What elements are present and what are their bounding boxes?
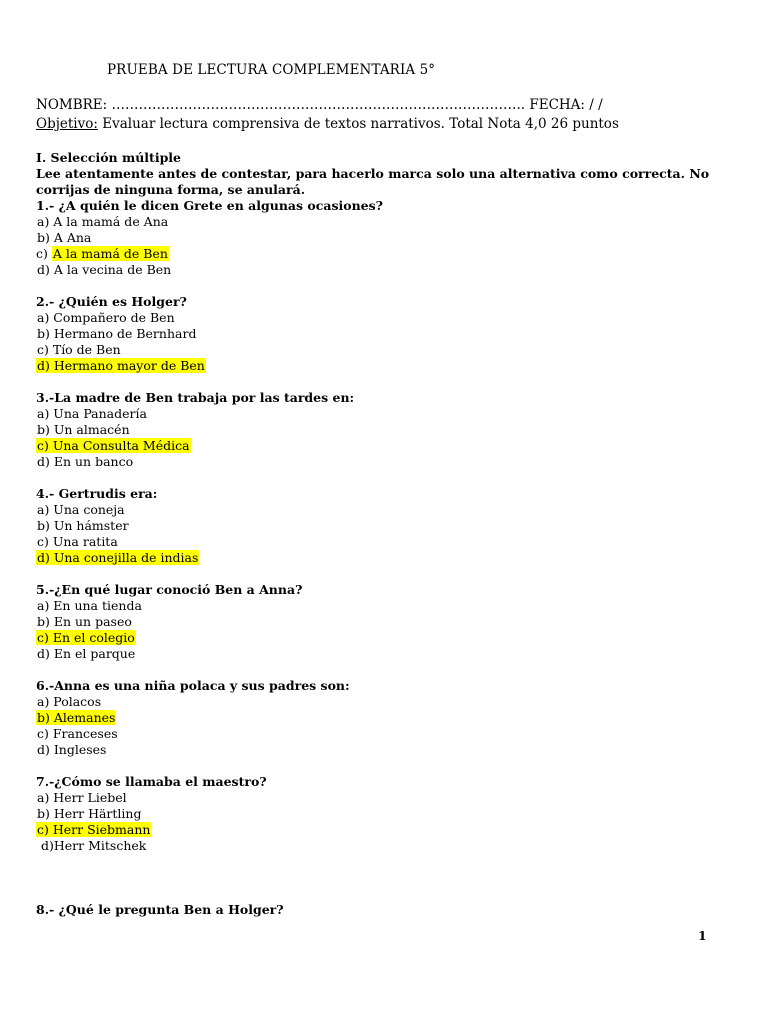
answer-option <box>36 694 726 710</box>
option-text: a) Compañero de Ben <box>37 310 175 325</box>
answer-option <box>36 726 726 742</box>
option-text: d) En un banco <box>37 454 134 469</box>
question-8 <box>36 902 726 918</box>
question-6 <box>36 678 726 758</box>
objective-line <box>36 116 619 132</box>
option-text: d)Herr Mitschek <box>41 838 147 853</box>
question-7 <box>36 774 726 854</box>
answer-option <box>36 214 726 230</box>
option-text: c) Una Consulta Médica <box>37 438 190 453</box>
option-text: a) A la mamá de Ana <box>37 214 169 229</box>
answer-option <box>36 790 726 806</box>
question-title: 6.-Anna es una niña polaca y sus padres son: <box>36 678 350 693</box>
option-prefix: c) <box>36 246 52 261</box>
objective-label: Objetivo: <box>36 116 98 132</box>
answer-option <box>36 230 726 246</box>
answer-option-highlighted <box>36 630 726 646</box>
option-text: d) Hermano mayor de Ben <box>37 358 205 373</box>
answer-option-highlighted <box>36 550 726 566</box>
page-number: 1 <box>698 928 707 943</box>
option-text: b) Alemanes <box>37 710 116 725</box>
option-text: c) Una ratita <box>37 534 118 549</box>
section-title: I. Selección múltiple <box>36 150 182 165</box>
option-text: d) A la vecina de Ben <box>37 262 172 277</box>
answer-option <box>36 646 726 662</box>
answer-option-highlighted <box>36 710 726 726</box>
option-text: b) Un hámster <box>37 518 129 533</box>
answer-option-highlighted <box>36 358 726 374</box>
answer-option <box>36 422 726 438</box>
test-content <box>36 150 726 918</box>
option-text: a) En una tienda <box>37 598 142 613</box>
answer-option <box>36 614 726 630</box>
answer-option <box>36 502 726 518</box>
answer-option <box>36 806 726 822</box>
answer-option-highlighted <box>36 246 726 262</box>
question-2 <box>36 294 726 374</box>
option-text: A la mamá de Ben <box>52 246 168 261</box>
option-text: b) Herr Härtling <box>37 806 142 821</box>
option-text: c) Franceses <box>37 726 118 741</box>
answer-option <box>36 518 726 534</box>
answer-option <box>36 534 726 550</box>
answer-option-highlighted <box>36 822 726 838</box>
question-title: 7.-¿Cómo se llamaba el maestro? <box>36 774 267 789</box>
question-5 <box>36 582 726 662</box>
answer-option <box>36 406 726 422</box>
answer-option <box>36 342 726 358</box>
question-4 <box>36 486 726 566</box>
option-text: b) Un almacén <box>37 422 130 437</box>
question-title: 8.- ¿Qué le pregunta Ben a Holger? <box>36 902 284 917</box>
instructions: Lee atentamente antes de contestar, para hacerlo marca solo una alternativa como correcta. No corrijas de ninguna forma, se anulará. <box>36 166 710 197</box>
question-title: 4.- Gertrudis era: <box>36 486 158 501</box>
questions-list <box>36 198 726 918</box>
option-text: a) Una coneja <box>37 502 125 517</box>
option-text: a) Una Panadería <box>37 406 147 421</box>
answer-option <box>36 454 726 470</box>
option-text: d) En el parque <box>37 646 136 661</box>
answer-option <box>36 742 726 758</box>
answer-option <box>36 310 726 326</box>
answer-option <box>36 262 726 278</box>
option-text: a) Polacos <box>37 694 102 709</box>
question-3 <box>36 390 726 470</box>
question-1 <box>36 198 726 278</box>
option-text: b) Hermano de Bernhard <box>37 326 197 341</box>
option-text: a) Herr Liebel <box>37 790 127 805</box>
question-title: 3.-La madre de Ben trabaja por las tardes en: <box>36 390 355 405</box>
question-title: 2.- ¿Quién es Holger? <box>36 294 187 309</box>
question-title: 1.- ¿A quién le dicen Grete en algunas ocasiones? <box>36 198 383 213</box>
answer-option <box>36 598 726 614</box>
answer-option-highlighted <box>36 438 726 454</box>
answer-option <box>36 326 726 342</box>
option-text: b) A Ana <box>37 230 92 245</box>
option-text: c) Herr Siebmann <box>37 822 151 837</box>
document-title: PRUEBA DE LECTURA COMPLEMENTARIA 5° <box>107 62 436 78</box>
question-title: 5.-¿En qué lugar conoció Ben a Anna? <box>36 582 303 597</box>
option-text: d) Ingleses <box>37 742 107 757</box>
option-text: c) En el colegio <box>37 630 135 645</box>
option-text: c) Tío de Ben <box>37 342 121 357</box>
answer-option <box>36 838 726 854</box>
name-date-line: NOMBRE: ……………………………………………………………………………….. FECHA: / / <box>36 97 603 113</box>
objective-text: Evaluar lectura comprensiva de textos narrativos. Total Nota 4,0 26 puntos <box>97 116 619 132</box>
option-text: b) En un paseo <box>37 614 132 629</box>
option-text: d) Una conejilla de indias <box>37 550 199 565</box>
